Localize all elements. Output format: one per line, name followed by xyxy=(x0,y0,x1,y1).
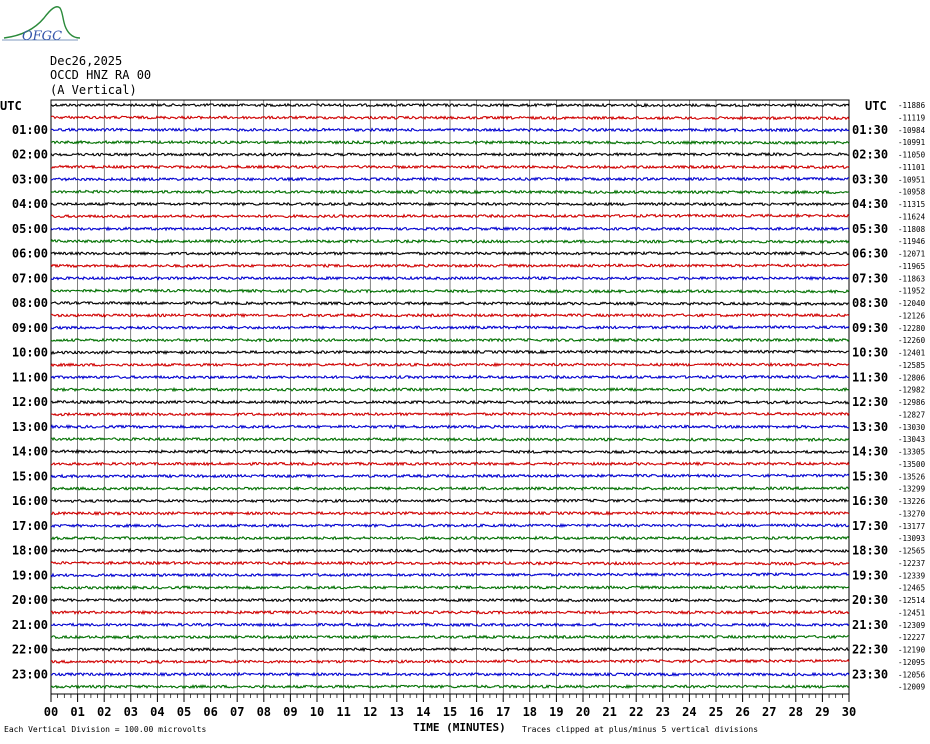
trace-offset-label: -12585 xyxy=(898,360,926,370)
trace-offset-label: -12040 xyxy=(898,299,926,308)
trace-offset-label: -13526 xyxy=(898,472,926,482)
x-tick-label: 22 xyxy=(628,705,644,719)
left-hour-label: 04:00 xyxy=(11,197,48,211)
left-hour-label: 03:00 xyxy=(11,172,48,187)
trace-offset-label: -11886 xyxy=(898,101,926,110)
trace-offset-label: -11965 xyxy=(898,261,926,271)
right-hour-label: 04:30 xyxy=(852,197,889,211)
left-hour-label: 06:00 xyxy=(11,246,48,261)
trace-offset-label: -13030 xyxy=(898,422,926,432)
x-tick-label: 03 xyxy=(123,705,139,719)
right-hour-label: 22:30 xyxy=(852,642,889,657)
left-hour-label: 17:00 xyxy=(11,518,48,533)
right-hour-label: 12:30 xyxy=(852,395,889,409)
x-tick-label: 14 xyxy=(416,705,431,719)
left-hour-label: 20:00 xyxy=(11,593,48,607)
x-tick-label: 02 xyxy=(96,705,112,719)
x-tick-label: 01 xyxy=(70,705,85,719)
trace-offset-label: -12227 xyxy=(898,633,926,643)
right-hour-label: 23:30 xyxy=(852,667,889,682)
trace-offset-label: -13043 xyxy=(898,435,926,445)
x-tick-label: 30 xyxy=(841,705,857,719)
right-hour-label: 08:30 xyxy=(852,296,889,310)
right-hour-label: 07:30 xyxy=(852,271,889,286)
trace-offset-label: -11119 xyxy=(898,113,926,123)
station-code: OCCD HNZ RA 00 xyxy=(50,68,152,82)
trace-offset-label: -12986 xyxy=(898,398,926,407)
left-hour-label: 10:00 xyxy=(11,345,48,360)
x-tick-label: 04 xyxy=(150,705,165,719)
x-tick-label: 06 xyxy=(203,705,218,719)
x-tick-label: 09 xyxy=(283,705,298,719)
trace-offset-label: -12827 xyxy=(898,410,926,420)
x-tick-label: 07 xyxy=(229,705,245,719)
trace-offset-label: -13500 xyxy=(898,459,926,469)
right-hour-label: 10:30 xyxy=(852,345,889,360)
trace-offset-label: -10991 xyxy=(898,138,926,148)
x-tick-label: 23 xyxy=(655,705,671,719)
trace-offset-label: -13177 xyxy=(898,521,926,531)
trace-offset-label: -11624 xyxy=(898,212,926,222)
trace-offset-label: -12465 xyxy=(898,583,926,593)
trace-offset-label: -12806 xyxy=(898,373,926,383)
left-hour-label: 01:00 xyxy=(11,122,48,137)
right-hour-label: 13:30 xyxy=(852,419,889,434)
trace-offset-label: -10958 xyxy=(898,187,926,197)
right-hour-label: 16:30 xyxy=(852,494,889,508)
left-hour-label: 19:00 xyxy=(11,568,48,583)
trace-offset-label: -11946 xyxy=(898,237,926,247)
trace-offset-label: -10984 xyxy=(898,125,926,135)
left-hour-label: 16:00 xyxy=(11,494,48,508)
x-tick-label: 08 xyxy=(256,705,272,719)
logo-text: OFGC xyxy=(22,29,63,44)
right-hour-label: 02:30 xyxy=(852,147,889,162)
x-tick-label: 16 xyxy=(469,705,484,719)
right-hour-label: 21:30 xyxy=(852,617,889,632)
trace-offset-label: -13093 xyxy=(898,534,926,544)
right-hour-label: 15:30 xyxy=(852,469,889,484)
plot-date: Dec26,2025 xyxy=(50,54,123,68)
trace-offset-label: -11050 xyxy=(898,150,926,160)
trace-offset-label: -12451 xyxy=(898,608,926,618)
right-hour-label: 11:30 xyxy=(852,370,889,385)
right-hour-label: 06:30 xyxy=(852,246,889,261)
right-hour-label: 19:30 xyxy=(852,568,889,583)
trace-offset-label: -12565 xyxy=(898,546,926,556)
left-hour-label: 07:00 xyxy=(11,271,48,286)
trace-offset-label: -12190 xyxy=(898,645,926,655)
right-hour-label: 09:30 xyxy=(852,320,889,335)
x-tick-label: 00 xyxy=(43,705,59,719)
trace-offset-label: -11952 xyxy=(898,286,926,296)
trace-offset-label: -13299 xyxy=(898,484,926,494)
x-tick-label: 26 xyxy=(735,705,750,719)
x-tick-label: 05 xyxy=(176,705,192,719)
x-tick-label: 24 xyxy=(682,705,697,719)
x-tick-label: 15 xyxy=(442,705,458,719)
right-hour-label: 17:30 xyxy=(852,518,889,533)
trace-offset-label: -12071 xyxy=(898,249,926,259)
right-hour-label: 20:30 xyxy=(852,593,889,607)
trace-offset-label: -12126 xyxy=(898,311,926,321)
x-tick-label: 19 xyxy=(549,705,564,719)
trace-offset-label: -13226 xyxy=(898,497,926,506)
channel-label: (A Vertical) xyxy=(50,83,137,97)
trace-offset-label: -13305 xyxy=(898,447,926,457)
x-tick-label: 27 xyxy=(761,705,777,719)
clip-note: Traces clipped at plus/minus 5 vertical divisions xyxy=(522,725,759,734)
right-hour-label: 01:30 xyxy=(852,122,889,137)
utc-left-label: UTC xyxy=(0,99,22,113)
trace-offset-label: -13270 xyxy=(898,509,926,519)
x-tick-label: 29 xyxy=(815,705,830,719)
trace-offset-label: -11315 xyxy=(898,200,926,209)
trace-offset-label: -11863 xyxy=(898,274,926,284)
trace-offset-label: -12280 xyxy=(898,323,926,333)
x-axis-title: TIME (MINUTES) xyxy=(413,721,506,734)
left-hour-label: 11:00 xyxy=(11,370,48,385)
right-hour-label: 03:30 xyxy=(852,172,889,187)
left-hour-label: 15:00 xyxy=(11,469,48,484)
trace-offset-label: -12095 xyxy=(898,657,926,667)
right-hour-label: 14:30 xyxy=(852,444,889,459)
right-hour-label: 05:30 xyxy=(852,221,889,236)
x-tick-label: 12 xyxy=(362,705,378,719)
trace-offset-label: -12056 xyxy=(898,670,926,680)
trace-offset-label: -11101 xyxy=(898,162,926,172)
left-hour-label: 12:00 xyxy=(11,395,48,409)
x-tick-label: 18 xyxy=(522,705,538,719)
x-tick-label: 20 xyxy=(575,705,591,719)
x-tick-label: 21 xyxy=(602,705,617,719)
trace-offset-label: -12309 xyxy=(898,620,926,630)
trace-offset-label: -12260 xyxy=(898,336,926,346)
x-tick-label: 10 xyxy=(309,705,325,719)
x-tick-label: 13 xyxy=(389,705,405,719)
trace-offset-label: -12982 xyxy=(898,385,926,395)
trace-offset-label: -11808 xyxy=(898,224,926,234)
left-hour-label: 14:00 xyxy=(11,444,48,459)
trace-offset-label: -12237 xyxy=(898,558,926,568)
x-tick-label: 17 xyxy=(495,705,511,719)
x-tick-label: 25 xyxy=(708,705,724,719)
trace-offset-label: -10951 xyxy=(898,175,926,185)
left-hour-label: 08:00 xyxy=(11,296,48,310)
trace-offset-label: -12514 xyxy=(898,596,926,605)
left-hour-label: 22:00 xyxy=(11,642,48,657)
left-hour-label: 21:00 xyxy=(11,617,48,632)
trace-offset-label: -12401 xyxy=(898,348,926,358)
trace-offset-label: -12339 xyxy=(898,571,926,581)
left-hour-label: 13:00 xyxy=(11,419,48,434)
x-tick-label: 11 xyxy=(336,705,351,719)
left-hour-label: 05:00 xyxy=(11,221,48,236)
right-hour-label: 18:30 xyxy=(852,543,889,558)
x-tick-label: 28 xyxy=(788,705,804,719)
scale-note: Each Vertical Division = 100.00 microvolts xyxy=(4,725,207,734)
left-hour-label: 18:00 xyxy=(11,543,48,558)
utc-right-label: UTC xyxy=(865,99,887,113)
left-hour-label: 02:00 xyxy=(11,147,48,162)
left-hour-label: 09:00 xyxy=(11,320,48,335)
trace-offset-label: -12009 xyxy=(898,682,926,692)
left-hour-label: 23:00 xyxy=(11,667,48,682)
